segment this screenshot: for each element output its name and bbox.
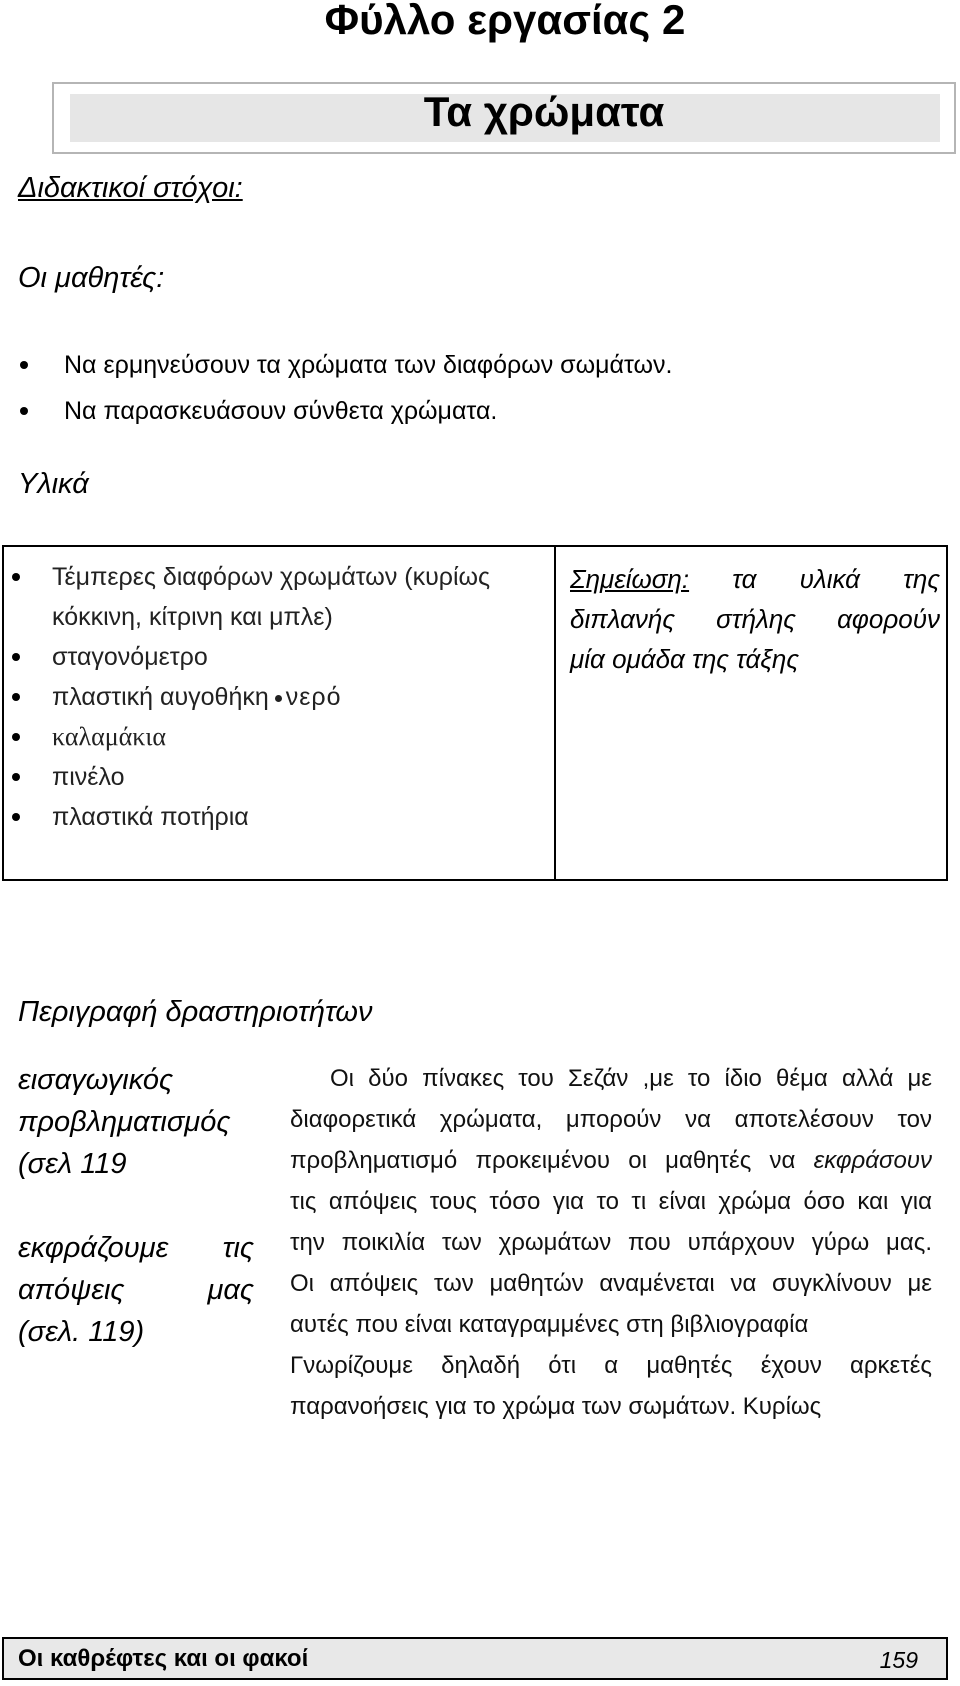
- material-text: καλαμάκια: [52, 722, 167, 751]
- subject-box: [52, 82, 956, 154]
- paragraph-line: Οι δύο πίνακες του Σεζάν ,με το ίδιο θέμα αλλά με: [330, 1065, 932, 1092]
- list-item: [8, 717, 490, 757]
- activity-heading: Περιγραφή δραστηριοτήτων: [18, 996, 373, 1028]
- note-text: διπλανής στήλης αφορούν: [570, 604, 940, 634]
- bullet-icon: [12, 573, 20, 581]
- bullet-icon: [12, 773, 20, 781]
- goal-text: Να παρασκευάσουν σύνθετα χρώματα.: [64, 397, 498, 425]
- goals-list: [18, 345, 672, 437]
- note-text: μία ομάδα της τάξης: [570, 644, 800, 674]
- page-number: 159: [879, 1647, 918, 1673]
- material-text: πλαστικά ποτήρια: [52, 803, 249, 831]
- footer-title: Οι καθρέφτες και οι φακοί: [18, 1645, 309, 1672]
- bullet-icon: [12, 733, 20, 741]
- paragraph-line: διαφορετικά χρώματα, μπορούν να αποτελέσουν τον: [290, 1106, 932, 1133]
- goal-text: Να ερμηνεύσουν τα χρώματα των διαφόρων σωμάτων.: [64, 351, 673, 379]
- paragraph-line: [290, 1140, 932, 1181]
- paragraph-line: τις απόψεις τους τόσο για το τι είναι χρώμα όσο και για: [290, 1188, 932, 1215]
- paragraph-line: αυτές που είναι καταγραμμένες στη βιβλιογραφία: [290, 1311, 809, 1338]
- note-label: Σημείωση:: [570, 564, 690, 594]
- emphasis-text: εκφράσουν: [813, 1147, 932, 1174]
- materials-note: [570, 559, 940, 679]
- list-item: [18, 391, 672, 437]
- activity-paragraph: [290, 1058, 932, 1427]
- side-label: (σελ 119: [18, 1148, 127, 1180]
- list-item: [8, 797, 490, 837]
- label-block: [18, 1227, 254, 1353]
- paragraph-text: προβληματισμό προκειμένου οι μαθητές να: [290, 1147, 796, 1174]
- material-text: νερό: [285, 683, 342, 711]
- list-item: [8, 757, 490, 797]
- material-text: πινέλο: [52, 763, 125, 791]
- bullet-icon: [20, 361, 28, 369]
- side-label: εκφράζουμε τις: [18, 1232, 254, 1264]
- students-heading: Οι μαθητές:: [18, 262, 165, 294]
- goals-heading: Διδακτικοί στόχοι:: [18, 172, 243, 204]
- paragraph-line: Γνωρίζουμε δηλαδή ότι α μαθητές έχουν αρκετές: [290, 1352, 932, 1379]
- material-text: κόκκινη, κίτρινη και μπλε): [52, 603, 333, 631]
- materials-table: [2, 545, 948, 881]
- paragraph-line: παρανοήσεις για το χρώμα των σωμάτων. Κυρίως: [290, 1393, 822, 1420]
- material-text: σταγονόμετρο: [52, 643, 208, 671]
- list-item: [8, 557, 490, 637]
- side-label: προβληματισμός: [18, 1106, 231, 1138]
- paragraph-line: την ποικιλία των χρωμάτων που υπάρχουν γύρω μας.: [290, 1229, 932, 1256]
- materials-list: [8, 557, 490, 837]
- activity-side-labels: [18, 1059, 254, 1353]
- bullet-icon: [12, 653, 20, 661]
- side-label: (σελ. 119): [18, 1316, 145, 1348]
- bullet-icon: [12, 693, 20, 701]
- subject-title: Τα χρώματα: [423, 88, 665, 135]
- material-text: πλαστική αυγοθήκη: [52, 683, 269, 711]
- material-text: Τέμπερες διαφόρων χρωμάτων (κυρίως: [52, 563, 491, 591]
- label-block: [18, 1059, 254, 1185]
- page-footer: [2, 1637, 948, 1680]
- list-item: [8, 677, 490, 717]
- paragraph-line: Οι απόψεις των μαθητών αναμένεται να συγκλίνουν με: [290, 1270, 932, 1297]
- note-text: τα υλικά της: [732, 564, 940, 594]
- bullet-icon: [20, 407, 28, 415]
- materials-heading: Υλικά: [18, 468, 89, 500]
- bullet-icon: [12, 813, 20, 821]
- document-title: Φύλλο εργασίας 2: [324, 0, 686, 43]
- list-item: [18, 345, 672, 391]
- column-divider: [554, 547, 556, 879]
- side-label: απόψεις μας: [18, 1274, 254, 1306]
- list-item: [8, 637, 490, 677]
- bullet-icon: [275, 695, 282, 702]
- side-label: εισαγωγικός: [18, 1064, 174, 1096]
